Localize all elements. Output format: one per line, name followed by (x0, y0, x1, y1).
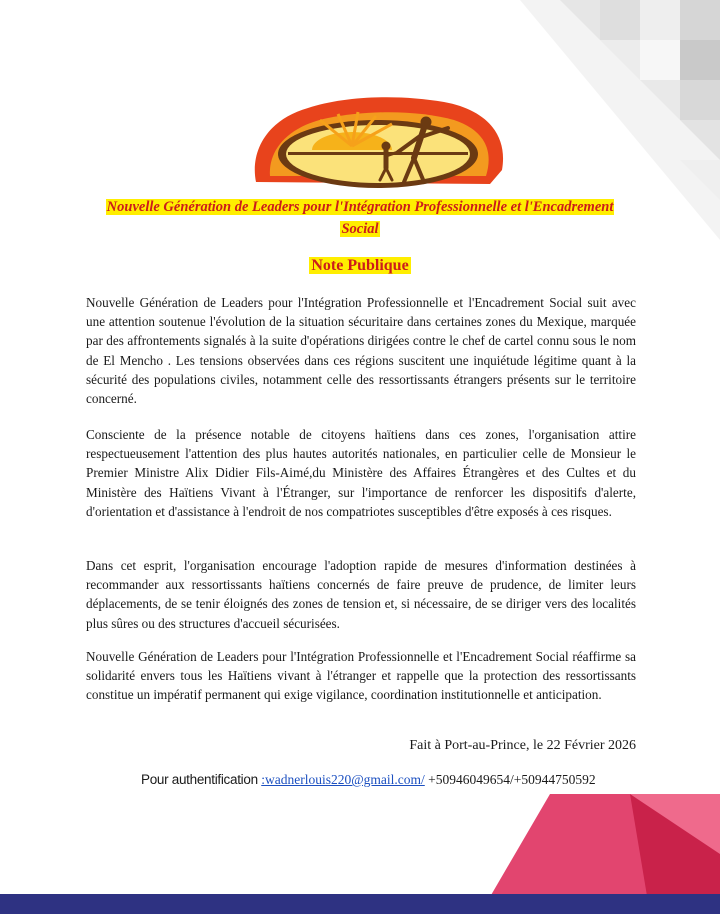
phone-numbers: +50946049654/+50944750592 (424, 772, 596, 787)
organization-logo (248, 92, 510, 196)
email-link[interactable]: :wadnerlouis220@gmail.com/ (261, 772, 425, 787)
place-and-date: Fait à Port-au-Prince, le 22 Février 2026 (409, 738, 636, 753)
footer-bar (0, 894, 720, 914)
organization-name-heading (92, 196, 628, 240)
note-title-text: Note Publique (311, 257, 409, 274)
paragraph-4: Nouvelle Génération de Leaders pour l'Intégration Professionnelle et l'Encadrement Social réaffirme sa solidarité envers tous les Haïtiens vivant à l'étranger et rappelle que la protection des ressortissants constitue un impératif permanent qui exige vigilance, coordination institutionnelle et anticipation. (86, 649, 636, 703)
paragraph-1: Nouvelle Génération de Leaders pour l'Intégration Professionnelle et l'Encadrement Social suit avec une attention soutenue l'évolution de la situation sécuritaire dans certaines zones du Mexique, marquée par des affrontements signalés à la suite d'opérations dirigées contre le chef de cartel connu sous le nom de El Mencho . Les tensions observées dans ces régions suscitent une inquiétude légitime quant à la sécurité des populations civiles, notamment celle des ressortissants étrangers présents sur le territoire concerné. (86, 295, 636, 407)
note-title (0, 257, 720, 275)
authentication-label: Pour authentification (141, 772, 262, 787)
paragraph-2: Consciente de la présence notable de citoyens haïtiens dans ces zones, l'organisation attire respectueusement l'attention des plus hautes autorités nationales, en particulier celle de Monsieur le Premier Ministre Alix Didier Fils-Aimé,du Ministère des Affaires Étrangères et des Cultes et du Ministère des Haïtiens Vivant à l'Étranger, sur l'importance de renforcer les dispositifs d'alerte, d'orientation et d'assistance à l'endroit de nos compatriotes susceptibles d'être exposés à ces risques. (86, 427, 636, 519)
authentication-line (141, 772, 596, 788)
paragraph-3: Dans cet esprit, l'organisation encourage l'adoption rapide de mesures d'information destinées à recommander aux ressortissants haïtiens concernés de faire preuve de prudence, de limiter leurs déplacements, de se tenir éloignés des zones de tension et, si nécessaire, de se diriger vers des localités plus sûres ou des structures d'accueil sécurisées. (86, 558, 636, 631)
organization-name-text: Nouvelle Génération de Leaders pour l'Intégration Professionnelle et l'Encadrement Social (106, 199, 614, 237)
